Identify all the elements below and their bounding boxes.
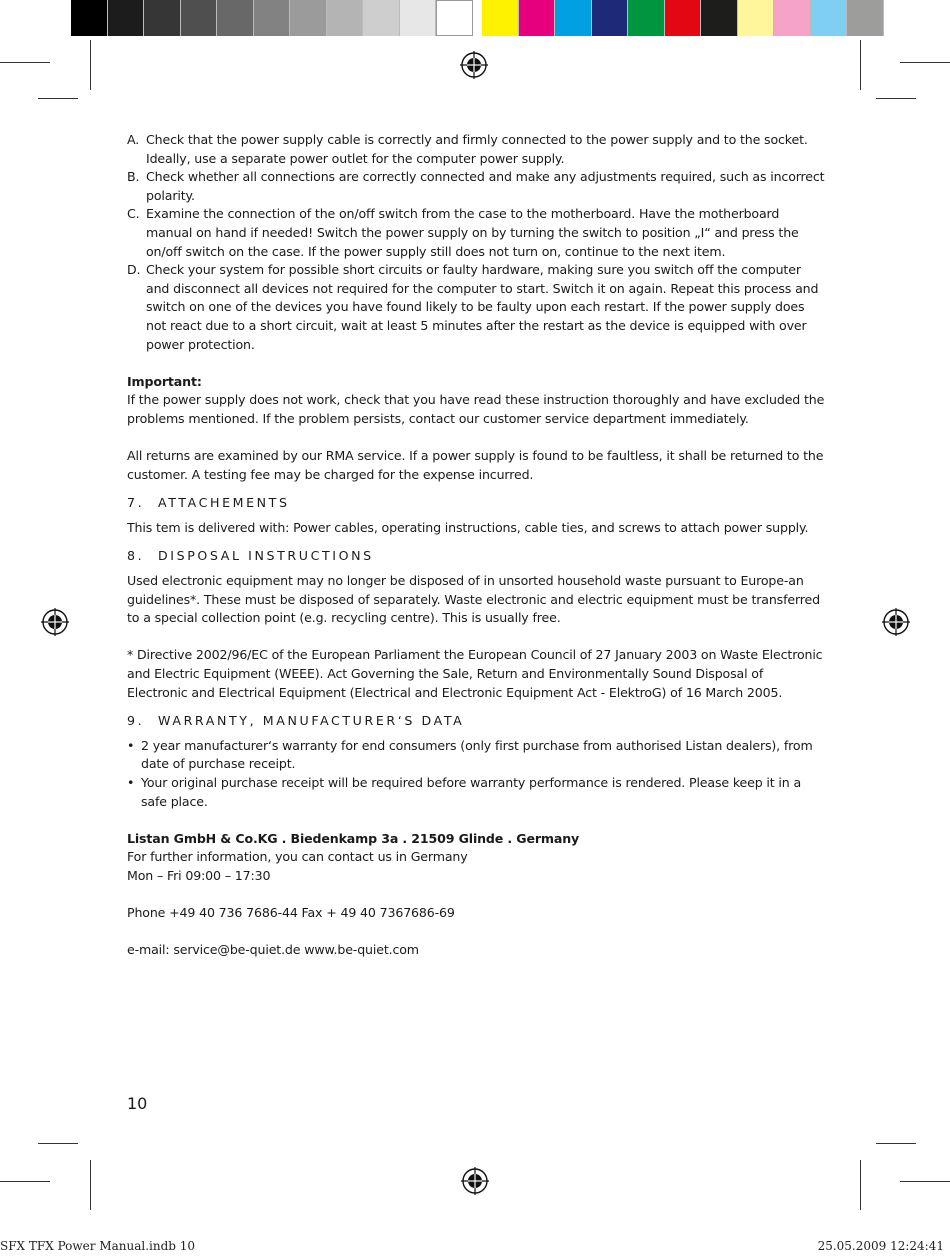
crop-mark (876, 98, 916, 99)
slug-timestamp: 25.05.2009 12:24:41 (817, 1239, 944, 1253)
page-number: 10 (127, 1094, 148, 1113)
rma-paragraph: All returns are examined by our RMA service. If a power supply is found to be faultless, it shall be returned to the customer. A testing fee may be charged for the expense incurred. (127, 448, 824, 482)
color-calibration-bar (482, 0, 884, 36)
color-swatch (482, 0, 519, 36)
section-number: 8. (127, 548, 145, 564)
crop-mark (900, 62, 950, 63)
color-swatch (363, 0, 400, 36)
list-item (127, 261, 827, 354)
section-number: 9. (127, 713, 145, 729)
registration-mark-icon (461, 1167, 489, 1195)
attachements-text: This tem is delivered with: Power cables, operating instructions, cable ties, and screws to attach power supply. (127, 519, 809, 535)
troubleshooting-list (127, 131, 827, 354)
email-web: e-mail: service@be-quiet.de www.be-quiet.com (127, 942, 419, 958)
color-swatch (628, 0, 665, 36)
section-heading-warranty (127, 712, 827, 731)
color-swatch (290, 0, 327, 36)
important-paragraph: If the power supply does not work, check that you have read these instruction thoroughly and have excluded the problems mentioned. If the problem persists, contact our customer service department immediately. (127, 392, 825, 426)
gray-calibration-bar (71, 0, 473, 36)
list-marker: C. (127, 206, 140, 222)
crop-mark (90, 40, 91, 90)
list-item-text: Examine the connection of the on/off switch from the case to the motherboard. Have the motherboard manual on hand if needed! Switch the power supply on by turning the switch to position „I“ and press the on/off switch on the case. If the power supply still does not turn on, continue to the next item. (146, 206, 799, 259)
color-swatch (217, 0, 254, 36)
list-item-text: 2 year manufacturer‘s warranty for end consumers (only first purchase from authorised Listan dealers), from date of purchase receipt. (141, 737, 813, 772)
section-title: DISPOSAL INSTRUCTIONS (158, 548, 374, 564)
list-item-text: Check that the power supply cable is correctly and firmly connected to the power supply and to the socket. Ideally, use a separate power outlet for the computer power supply. (146, 132, 808, 166)
color-swatch (774, 0, 811, 36)
crop-mark (38, 1143, 78, 1144)
list-item-text: Check whether all connections are correctly connected and make any adjustments required, such as incorrect polarity. (146, 169, 825, 203)
list-marker: B. (127, 169, 140, 185)
disposal-paragraph: Used electronic equipment may no longer be disposed of in unsorted household waste pursuant to Europe-an guidelines*. These must be disposed of separately. Waste electronic and electric equipment must be transferred to a special collection point (e.g. recycling centre). This is usually free. (127, 573, 820, 626)
list-item (127, 168, 827, 205)
color-swatch (555, 0, 592, 36)
page-content (127, 131, 827, 960)
color-swatch (71, 0, 108, 36)
color-swatch (811, 0, 848, 36)
color-swatch (436, 0, 473, 36)
crop-mark (90, 1160, 91, 1210)
registration-mark-icon (41, 608, 69, 636)
company-address: Listan GmbH & Co.KG . Biedenkamp 3a . 21509 Glinde . Germany (127, 830, 580, 846)
section-title: ATTACHEMENTS (158, 495, 290, 511)
registration-mark-icon (882, 608, 910, 636)
registration-mark-icon (460, 51, 488, 79)
color-swatch (400, 0, 437, 36)
color-swatch (254, 0, 291, 36)
slug-filename: SFX TFX Power Manual.indb 10 (0, 1239, 196, 1253)
list-item (127, 737, 827, 774)
list-item (127, 131, 827, 168)
contact-info: For further information, you can contact us in Germany (127, 849, 468, 865)
color-swatch (327, 0, 364, 36)
crop-mark (900, 1181, 950, 1182)
color-swatch (181, 0, 218, 36)
color-swatch (738, 0, 775, 36)
phone-fax: Phone +49 40 736 7686-44 Fax + 49 40 7367686-69 (127, 905, 455, 921)
warranty-list (127, 737, 827, 811)
bullet-icon: • (127, 775, 135, 790)
color-swatch (701, 0, 738, 36)
section-number: 7. (127, 495, 145, 511)
directive-footnote: * Directive 2002/96/EC of the European Parliament the European Council of 27 January 2003 on Waste Electronic and Electric Equipment (WEEE). Act Governing the Sale, Return and Environmentally Sound Disposal of Electronic and Electrical Equipment (Electrical and Electronic Equipment Act - ElektroG) of 16 March 2005. (127, 647, 823, 700)
list-item (127, 205, 827, 261)
crop-mark (0, 1181, 50, 1182)
color-swatch (144, 0, 181, 36)
important-heading: Important: (127, 373, 202, 389)
list-marker: D. (127, 262, 141, 278)
color-swatch (665, 0, 702, 36)
color-swatch (108, 0, 145, 36)
section-title: WARRANTY, MANUFACTURER‘S DATA (158, 713, 465, 729)
list-item (127, 774, 827, 811)
list-item-text: Your original purchase receipt will be required before warranty performance is rendered. Please keep it in a safe place. (141, 775, 802, 809)
business-hours: Mon – Fri 09:00 – 17:30 (127, 867, 271, 883)
crop-mark (860, 40, 861, 90)
color-swatch (519, 0, 556, 36)
crop-mark (876, 1143, 916, 1144)
bullet-icon: • (127, 737, 135, 753)
crop-mark (860, 1160, 861, 1210)
list-item-text: Check your system for possible short circuits or faulty hardware, making sure you switch off the computer and disconnect all devices not required for the computer to start. Switch it on again. Repeat this process and switch on one of the devices you have found likely to be faulty upon each restart. If the power supply does not react due to a short circuit, wait at least 5 minutes after the restart as the device is equipped with over power protection. (146, 262, 819, 352)
list-marker: A. (127, 132, 140, 147)
crop-mark (38, 98, 78, 99)
color-swatch (592, 0, 629, 36)
section-heading-attachements (127, 494, 827, 513)
color-swatch (847, 0, 884, 36)
crop-mark (0, 62, 50, 63)
section-heading-disposal (127, 547, 827, 566)
